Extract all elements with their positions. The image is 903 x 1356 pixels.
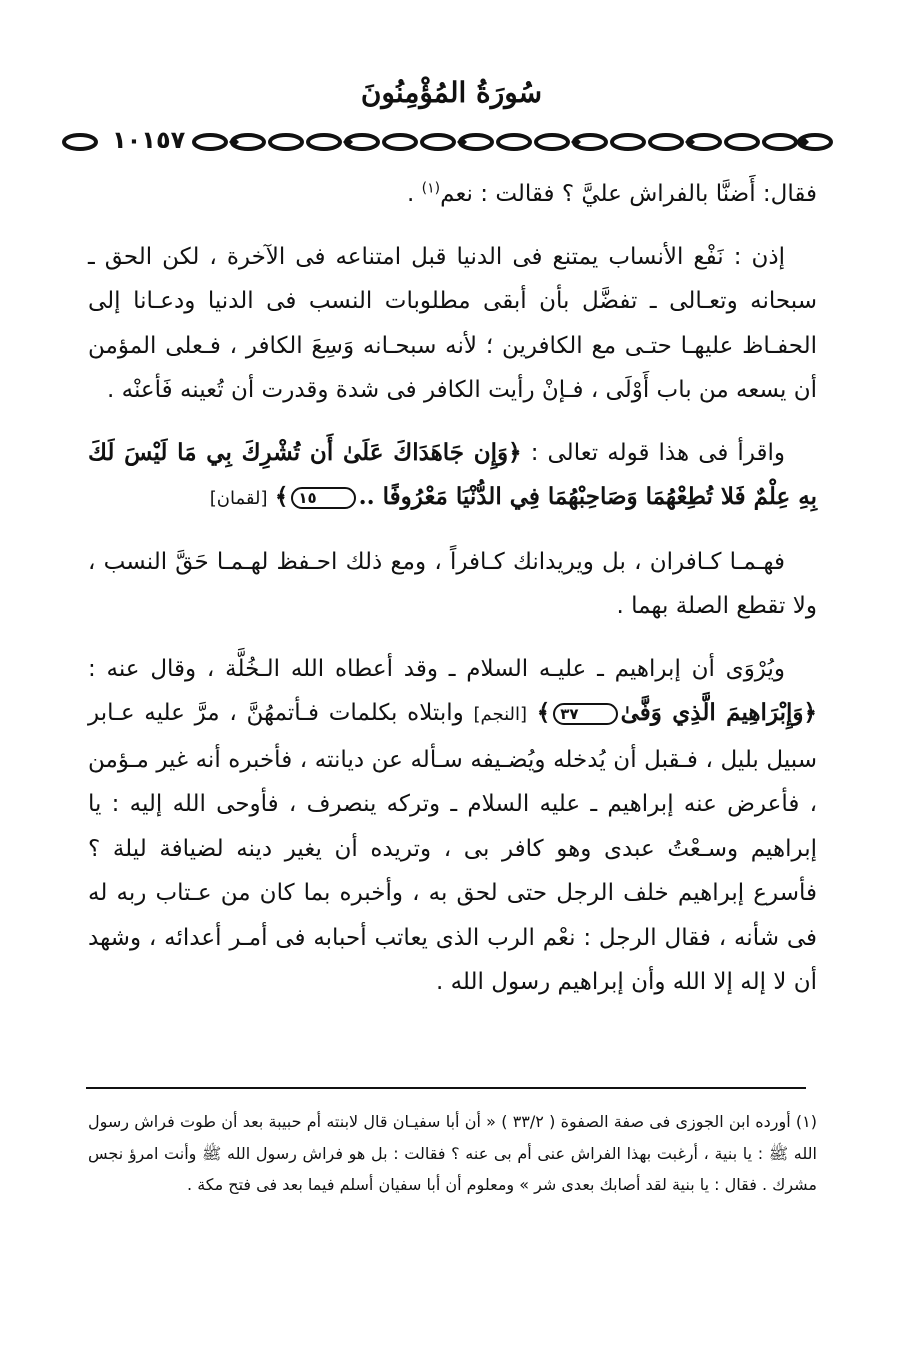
paragraph-tail: . (407, 181, 422, 207)
paragraph-quran-citation (88, 431, 817, 522)
footnote-reference: (١) (421, 180, 441, 197)
verse-number-badge: ٣٧ (553, 703, 617, 725)
quran-verse: ﴿وَإِن جَاهَدَاكَ عَلَىٰ أَن تُشْرِكَ بِي مَا لَيْسَ لَكَ بِهِ عِلْمٌ فَلا تُطِعْهُمَا وَصَاحِبْهُمَا فِي الدُّنْيَا مَعْرُوفًا .. (88, 438, 817, 510)
paragraph: فهـمـا كـافران ، بل ويريدانك كـافراً ، ومع ذلك احـفظ لهـمـا حَقَّ النسب ، ولا تقطع الصلة بهما . (88, 548, 817, 619)
paragraph: إذن : نَفْع الأنساب يمتنع فى الدنيا قبل امتناعه فى الآخرة ، لكن الحق ـ سبحانه وتعـالى ـ تفضَّل بأن أبقى مطلوبات النسب فى الدنيا ودعـانا إلى الحفـاظ عليهـا حتـى مع الكافرين ؛ لأنه سبحـانه وَسِعَ الكافر ، فـعلى المؤمن أن يسعه من باب أَوْلَى ، فـإنْ رأيت الكافر فى شدة وقدرت أن تُعينه فَأعنْه . (88, 243, 817, 403)
surah-reference: [لقمان] (209, 488, 268, 509)
surah-reference: [النجم] (473, 704, 528, 725)
main-text (88, 172, 817, 1023)
quran-bracket-close: ﴾ (274, 483, 289, 510)
verse-number-badge: ١٥ (291, 487, 355, 509)
quran-bracket-close: ﴾ (536, 699, 551, 726)
quran-verse: ﴿وَإِبْرَاهِيمَ الَّذِي وَفَّىٰ (620, 699, 818, 726)
paragraph-lead: ويُرْوَى أن إبراهيم ـ عليـه السلام ـ وقد أعطاه الله الـخُلَّة ، وقال عنه : (88, 655, 785, 682)
paragraph-tail: وابتلاه بكلمات فـأتمهُنَّ ، مرَّ عليه عـابر سبيل بليل ، فـقبل أن يُدخله ويُضـيفه سـأله عن ديانته ، فأخبره أنه غير مـؤمن ، فأعرض عنه إبراهيم ـ عليه السلام ـ وتركه ينصرف ، فأوحى الله إليه : يا إبراهيم وسـعْتُ عبدى وهو كافر بى ، وتريده أن يغير دينه لضيافة ليلة ؟ فأسرع إبراهيم خلف الرجل حتى لحق به ، وأخبره بما كان من عـتاب ربه له فى شأنه ، فقال الرجل : نعْم الرب الذى يعاتب أحبابه فى أمـر أعدائه ، وشهد أن لا إله إلا الله وأن إبراهيم رسول الله . (88, 700, 817, 995)
footnote (88, 1106, 817, 1201)
paragraph-ibrahim-story (88, 647, 817, 1005)
running-head-surah-title: سُورَةُ المُؤْمِنُونَ (360, 76, 543, 109)
paragraph-text: فقال: أَضنَّا بالفراش عليَّ ؟ فقالت : نعم (440, 181, 817, 207)
footnote-text: (١) أورده ابن الجوزى فى صفة الصفوة ( ٣٣/٢ ) « أن أبا سفيـان قال لابنته أم حبيبة بعد أن طوت فراش رسول الله ﷺ : يا بنية ، أرغبت بهذا الفراش عنى أم بى عنه ؟ فقالت : بل هو فراش رسول الله ﷺ وأنت امرؤ نجس مشرك . فقال : يا بنية لقد أصابك بعدى شر » ومعلوم أن أبا سفيان أسلم فيما بعد فى فتح مكة . (88, 1112, 817, 1194)
paragraph-lead: واقرأ فى هذا قوله تعالى : (521, 439, 785, 466)
paragraph-opening (88, 172, 817, 217)
footnote-divider (86, 1087, 806, 1089)
page-number: ١٠١٥٧ (108, 126, 189, 154)
